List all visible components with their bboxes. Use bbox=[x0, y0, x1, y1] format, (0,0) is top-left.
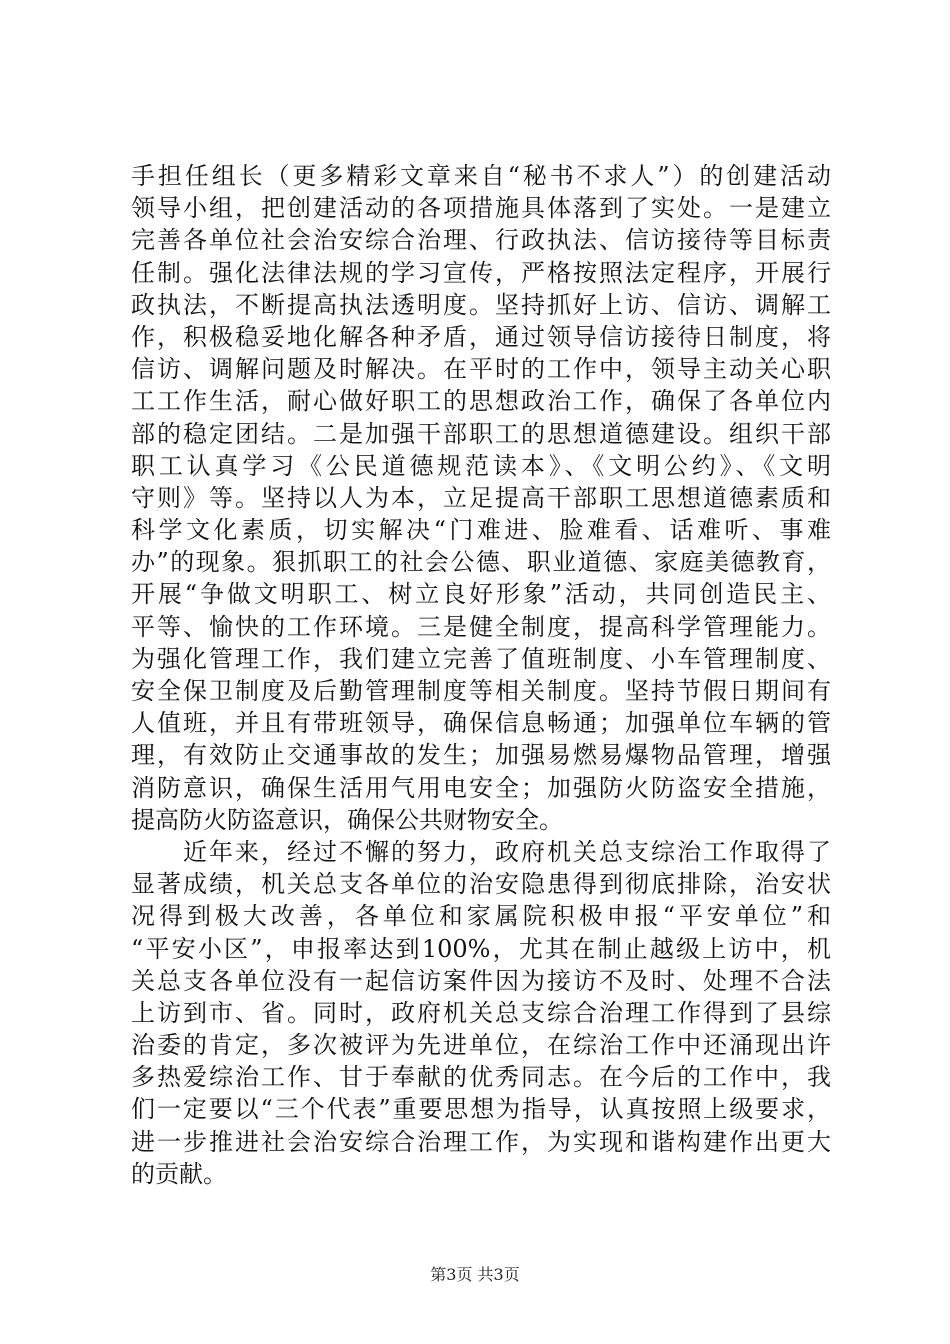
text-line: 平等、愉快的工作环境。三是健全制度，提高科学管理能力。 bbox=[131, 612, 831, 641]
text-line: 部的稳定团结。二是加强干部职工的思想道德建设。组织干部 bbox=[131, 419, 831, 448]
text-line: 的贡献。 bbox=[131, 1159, 227, 1188]
text-line: 提高防火防盗意识，确保公共财物安全。 bbox=[131, 805, 563, 834]
text-line: 完善各单位社会治安综合治理、行政执法、信访接待等目标责 bbox=[131, 226, 831, 255]
text-line: 显著成绩，机关总支各单位的治安隐患得到彻底排除，治安状 bbox=[131, 870, 831, 899]
text-line: 任制。强化法律法规的学习宣传，严格按照法定程序，开展行 bbox=[131, 258, 831, 287]
text-line: 近年来，经过不懈的努力，政府机关总支综治工作取得了 bbox=[131, 837, 831, 866]
text-line: 安全保卫制度及后勤管理制度等相关制度。坚持节假日期间有 bbox=[131, 677, 831, 705]
page-number-footer: 第3页 共3页 bbox=[430, 1265, 520, 1284]
text-line: 办”的现象。狠抓职工的社会公德、职业道德、家庭美德教育， bbox=[131, 548, 831, 577]
text-line: 况得到极大改善，各单位和家属院积极申报“平安单位”和 bbox=[131, 902, 831, 931]
text-line: 职工认真学习《公民道德规范读本》、《文明公约》、《文明 bbox=[131, 451, 831, 480]
text-line: 手担任组长（更多精彩文章来自“秘书不求人”）的创建活动 bbox=[131, 162, 831, 190]
text-line: 们一定要以“三个代表”重要思想为指导，认真按照上级要求， bbox=[131, 1095, 831, 1124]
text-line: 治委的肯定，多次被评为先进单位，在综治工作中还涌现出许 bbox=[131, 1031, 831, 1060]
body-text bbox=[131, 160, 831, 1190]
text-line: 守则》等。坚持以人为本，立足提高干部职工思想道德素质和 bbox=[131, 483, 831, 512]
text-line: 理，有效防止交通事故的发生；加强易燃易爆物品管理，增强 bbox=[131, 741, 831, 770]
text-line: 工工作生活，耐心做好职工的思想政治工作，确保了各单位内 bbox=[131, 387, 831, 416]
text-line: 多热爱综治工作、甘于奉献的优秀同志。在今后的工作中，我 bbox=[131, 1063, 831, 1092]
text-line: 科学文化素质，切实解决“门难进、脸难看、话难听、事难 bbox=[131, 516, 831, 545]
text-line: 进一步推进社会治安综合治理工作，为实现和谐构建作出更大 bbox=[131, 1127, 831, 1156]
text-line: 政执法，不断提高执法透明度。坚持抓好上访、信访、调解工 bbox=[131, 290, 831, 319]
text-line: 消防意识，确保生活用气用电安全；加强防火防盗安全措施， bbox=[131, 773, 831, 802]
text-line: 开展“争做文明职工、树立良好形象”活动，共同创造民主、 bbox=[131, 580, 831, 609]
text-line: 人值班，并且有带班领导，确保信息畅通；加强单位车辆的管 bbox=[131, 709, 831, 738]
text-line: “平安小区”，申报率达到100%，尤其在制止越级上访中，机 bbox=[131, 934, 831, 963]
text-line: 信访、调解问题及时解决。在平时的工作中，领导主动关心职 bbox=[131, 355, 831, 384]
text-line: 上访到市、省。同时，政府机关总支综合治理工作得到了县综 bbox=[131, 998, 831, 1027]
text-line: 作，积极稳妥地化解各种矛盾，通过领导信访接待日制度，将 bbox=[131, 322, 831, 351]
text-line: 领导小组，把创建活动的各项措施具体落到了实处。一是建立 bbox=[131, 194, 831, 223]
text-line: 关总支各单位没有一起信访案件因为接访不及时、处理不合法 bbox=[131, 966, 831, 995]
text-line: 为强化管理工作，我们建立完善了值班制度、小车管理制度、 bbox=[131, 644, 831, 673]
